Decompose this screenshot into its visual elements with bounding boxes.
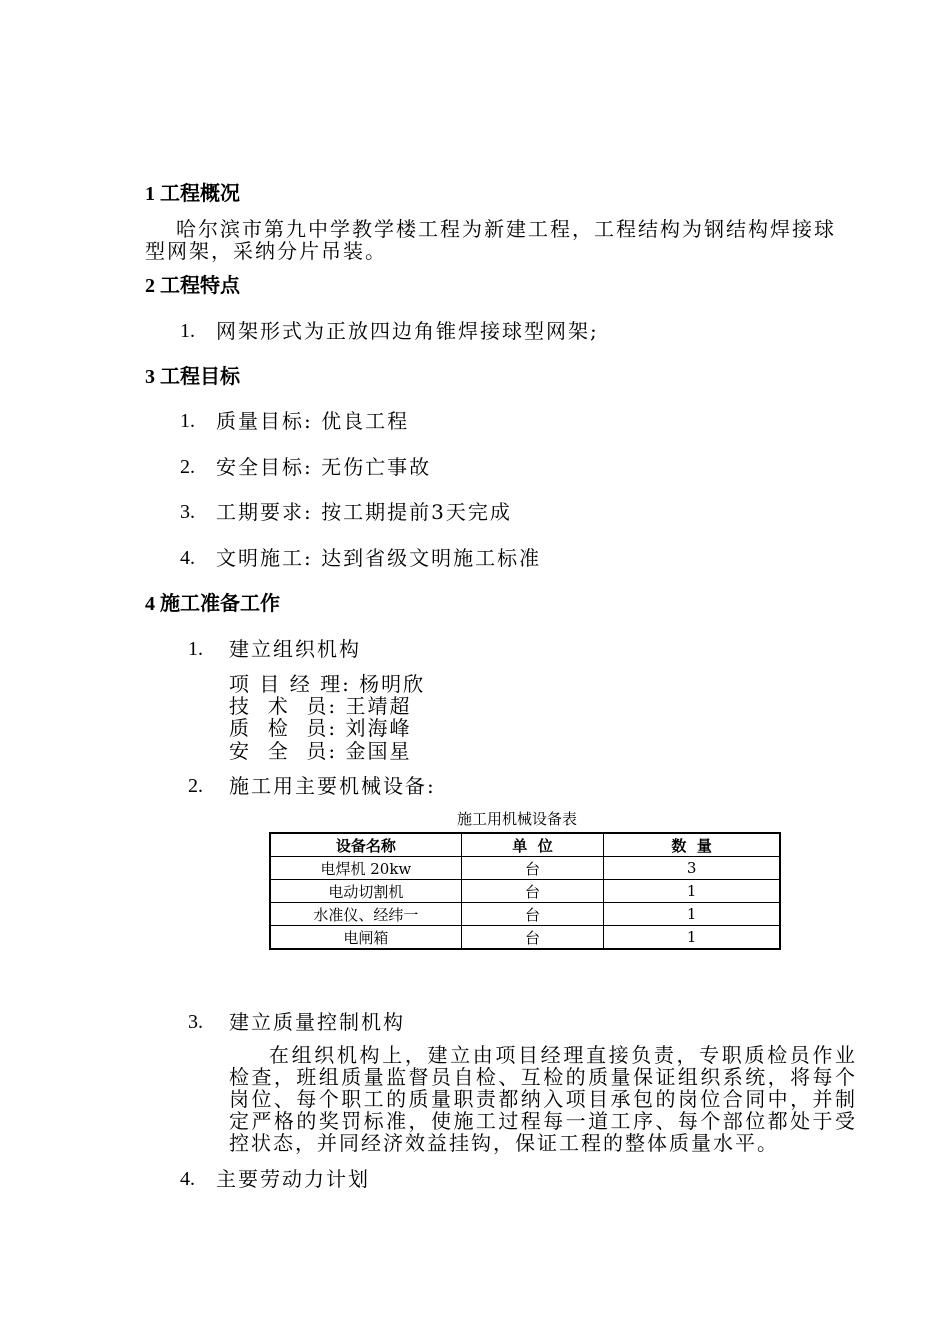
table-cell: 1 [604, 926, 780, 950]
table-caption: 施工用机械设备表 [457, 810, 578, 828]
goal-item-text: 质量目标: 优良工程 [216, 409, 410, 433]
prep-item-title: 建立组织机构 [229, 637, 361, 661]
table-header-row [270, 833, 780, 857]
section-1-para-line-2: 型网架，采纳分片吊装。 [145, 239, 387, 263]
table-cell: 台 [461, 926, 603, 950]
table-row [270, 926, 780, 950]
table-cell: 1 [604, 903, 780, 926]
table-row [270, 857, 780, 880]
prep-item-title: 主要劳动力计划 [216, 1167, 370, 1191]
table-header-cell: 设备名称 [270, 833, 461, 857]
table-cell: 水准仪、经纬一 [270, 903, 461, 926]
table-header-cell: 数 量 [604, 833, 780, 857]
table-cell: 台 [461, 880, 603, 903]
prep-item-number: 3. [188, 1011, 203, 1033]
goal-item-number: 3. [180, 501, 195, 523]
table-cell: 3 [604, 857, 780, 880]
staff-line: 项 目 经 理: 杨明欣 [229, 672, 426, 696]
goal-item-text: 安全目标: 无伤亡事故 [216, 455, 432, 479]
quality-control-paragraph: 在组织机构上，建立由项目经理直接负责，专职质检员作业检查，班组质量监督员自检、互检的质量保证组织系统，将每个岗位、每个职工的质量职责都纳入项目承包的岗位合同中，并制定严格的奖罚标准，使施工过程每一道工序、每个部位都处于受控状态，并同经济效益挂钩，保证工程的整体质量水平。 [229, 1043, 857, 1155]
section-2-item-number: 1. [180, 320, 195, 342]
prep-item-title: 施工用主要机械设备: [229, 774, 436, 798]
table-cell: 1 [604, 880, 780, 903]
goal-item-number: 1. [180, 410, 195, 432]
goal-item-text: 工期要求: 按工期提前3天完成 [216, 500, 512, 524]
section-1-para-line-1: 哈尔滨市第九中学教学楼工程为新建工程，工程结构为钢结构焊接球 [176, 217, 836, 241]
table-row [270, 903, 780, 926]
section-4-heading: 4 施工准备工作 [145, 593, 280, 615]
section-2-item-text: 网架形式为正放四边角锥焊接球型网架; [216, 319, 599, 343]
table-row [270, 880, 780, 903]
prep-item-number: 4. [180, 1168, 195, 1190]
table-cell: 台 [461, 903, 603, 926]
table-cell: 电闸箱 [270, 926, 461, 950]
staff-line: 安 全 员: 金国星 [229, 739, 412, 763]
prep-item-title: 建立质量控制机构 [229, 1010, 405, 1034]
table-header-cell: 单 位 [461, 833, 603, 857]
table-cell: 台 [461, 857, 603, 880]
staff-line: 技 术 员: 王靖超 [229, 694, 412, 718]
prep-item-number: 1. [188, 638, 203, 660]
prep-item-number: 2. [188, 775, 203, 797]
section-1-heading: 1 工程概况 [145, 183, 240, 205]
section-2-heading: 2 工程特点 [145, 275, 240, 297]
equipment-table [269, 832, 781, 950]
staff-line: 质 检 员: 刘海峰 [229, 716, 412, 740]
table-cell: 电动切割机 [270, 880, 461, 903]
goal-item-number: 4. [180, 547, 195, 569]
goal-item-text: 文明施工: 达到省级文明施工标准 [216, 546, 542, 570]
goal-item-number: 2. [180, 456, 195, 478]
section-3-heading: 3 工程目标 [145, 366, 240, 388]
table-cell: 电焊机 20kw [270, 857, 461, 880]
